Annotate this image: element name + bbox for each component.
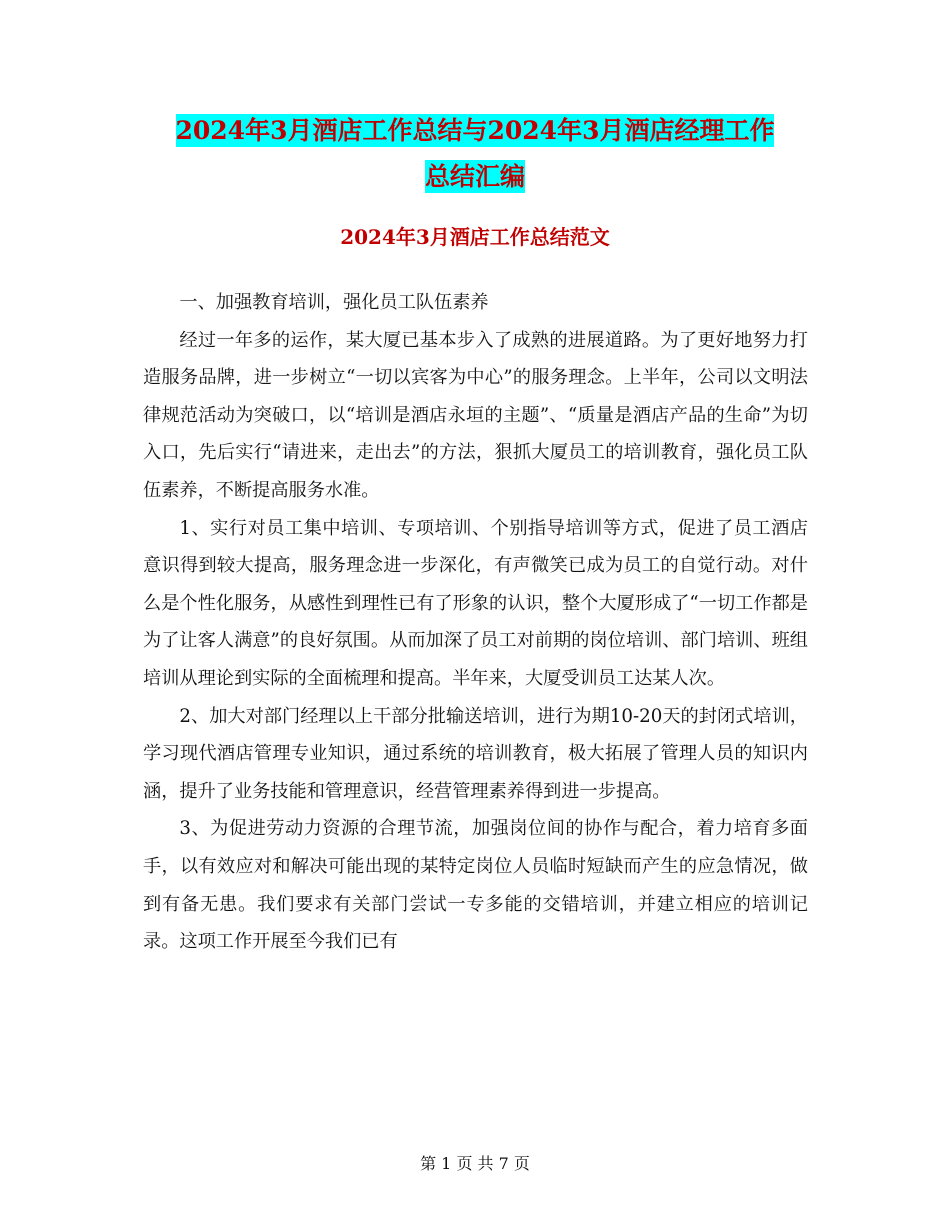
section-title: 2024年3月酒店工作总结范文 <box>340 225 610 249</box>
document-title-line-1: 2024年3月酒店工作总结与2024年3月酒店经理工作 <box>175 116 775 145</box>
document-body <box>143 284 808 961</box>
paragraph: 2、加大对部门经理以上干部分批输送培训，进行为期10-20天的封闭式培训，学习现代酒店管理专业知识，通过系统的培训教育，极大拓展了管理人员的知识内涵，提升了业务技能和管理意识，经营管理素养得到进一步提高。 <box>143 705 808 802</box>
paragraph: 1、实行对员工集中培训、专项培训、个别指导培训等方式，促进了员工酒店意识得到较大提高，服务理念进一步深化，有声微笑已成为员工的自觉行动。对什么是个性化服务，从感性到理性已有了形象的认识，整个大厦形成了“一切工作都是为了让客人满意”的良好氛围。从而加深了员工对前期的岗位培训、部门培训、班组培训从理论到实际的全面梳理和提高。半年来，大厦受训员工达某人次。 <box>143 517 808 689</box>
paragraph: 经过一年多的运作，某大厦已基本步入了成熟的进展道路。为了更好地努力打造服务品牌，进一步树立“一切以宾客为中心”的服务理念。上半年，公司以文明法律规范活动为突破口，以“培训是酒店永垣的主题”、“质量是酒店产品的生命”为切入口，先后实行“请进来，走出去”的方法，狠抓大厦员工的培训教育，强化员工队伍素养，不断提高服务水准。 <box>143 329 808 501</box>
page-number: 第 1 页 共 7 页 <box>420 1154 530 1173</box>
paragraph: 3、为促进劳动力资源的合理节流，加强岗位间的协作与配合，着力培育多面手，以有效应对和解决可能出现的某特定岗位人员临时短缺而产生的应急情况，做到有备无患。我们要求有关部门尝试一专多能的交错培训，并建立相应的培训记录。这项工作开展至今我们已有 <box>143 818 808 953</box>
paragraph-heading: 一、加强教育培训，强化员工队伍素养 <box>179 292 489 313</box>
document-title-line-2: 总结汇编 <box>424 162 525 191</box>
document-title <box>0 108 950 200</box>
